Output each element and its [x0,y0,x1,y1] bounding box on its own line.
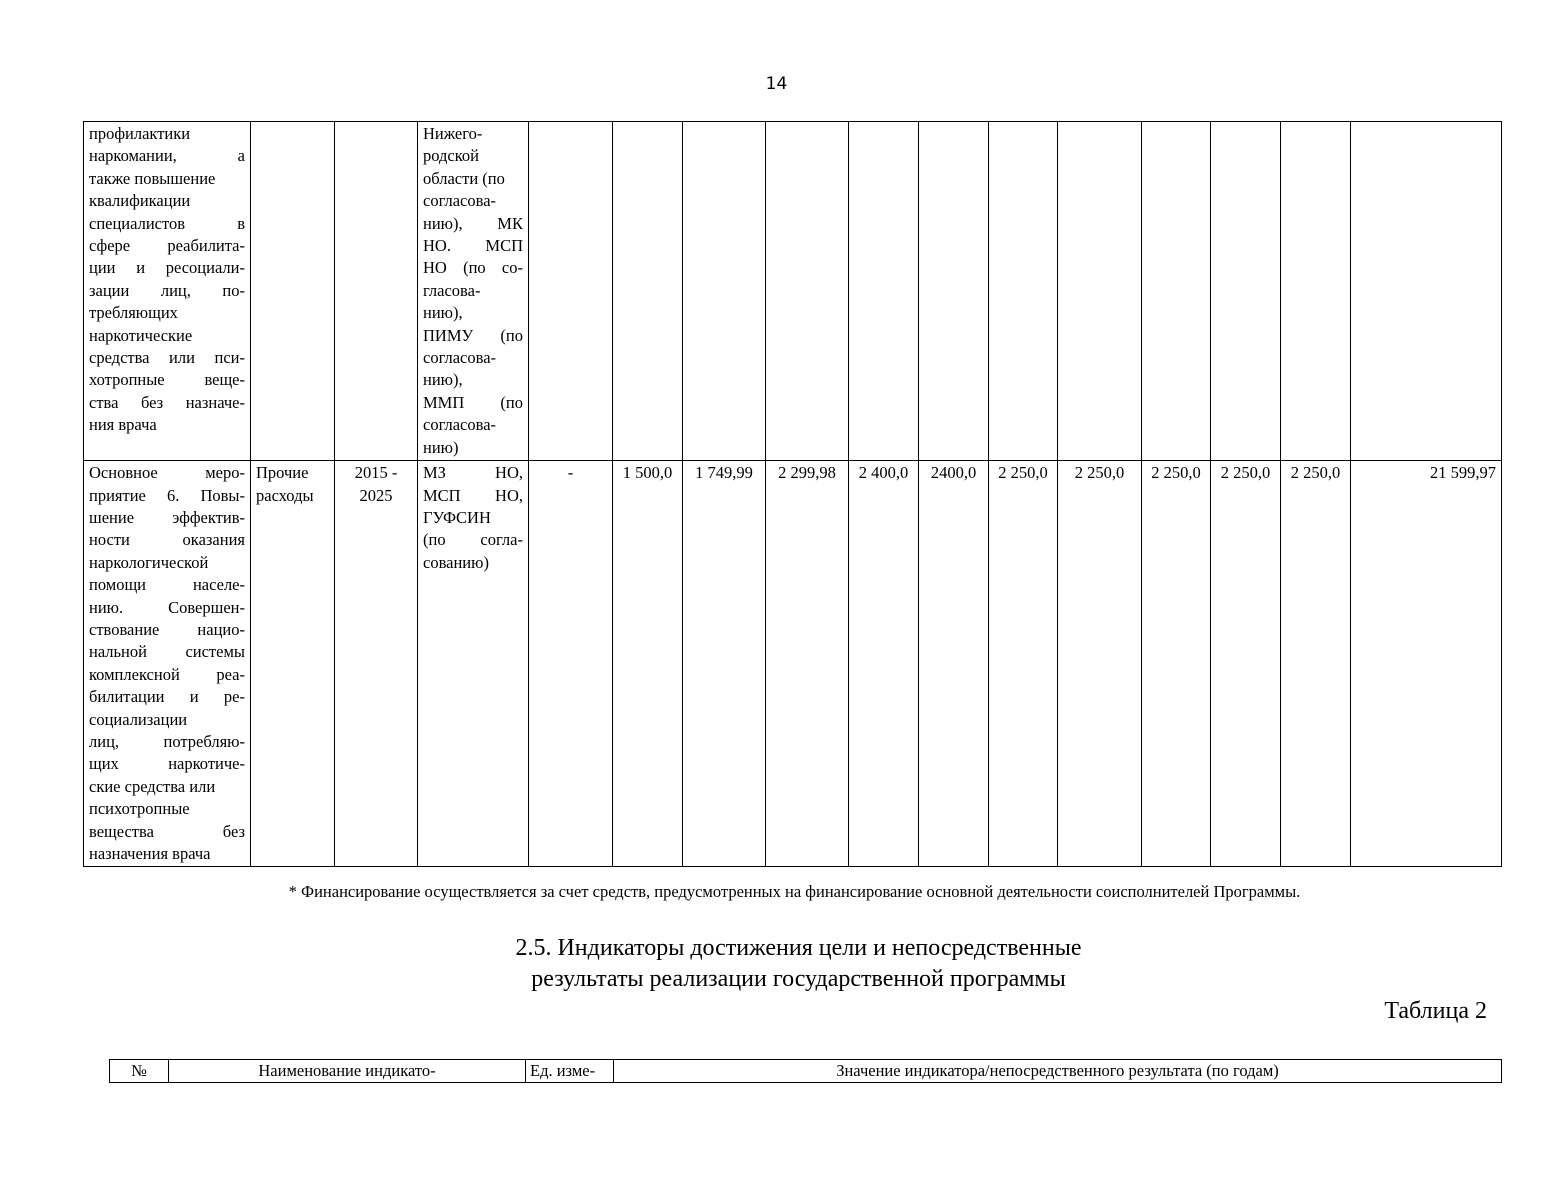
value-cell: 2 299,98 [766,461,849,867]
executors-cell: Нижего- родской области (по согласова- нию), МК НО. МСП НО (по со- гласова- нию), ПИМУ (по согласова- нию), ММП (по согласова- нию) [418,122,529,461]
empty-cell [919,122,989,461]
empty-cell [1211,122,1281,461]
period-cell [335,122,418,461]
period-cell: 2015 - 2025 [335,461,418,867]
total-cell: 21 599,97 [1351,461,1502,867]
category-cell [251,122,335,461]
table-row [84,461,1502,867]
empty-cell [1142,122,1211,461]
header-values: Значение индикатора/непосредственного результата (по годам) [614,1060,1502,1083]
activity-name-cell: профилактики наркомании, а также повышение квалификации специалистов в сфере реабилита- ции и ресоциали- зации лиц, по- требляющих наркотические средства или пси- хотропные веще- ства без назначе- ния врача [84,122,251,461]
value-cell: 1 500,0 [613,461,683,867]
category-cell: Прочие расходы [251,461,335,867]
executors-cell: МЗ НО, МСП НО, ГУФСИН (по согла- сованию) [418,461,529,867]
table-header-row [110,1060,1502,1083]
value-cell: 2 250,0 [989,461,1058,867]
finance-table [83,121,1502,867]
value-cell: 2 250,0 [1211,461,1281,867]
empty-cell [529,122,613,461]
empty-cell [989,122,1058,461]
value-cell: 2 250,0 [1281,461,1351,867]
header-unit: Ед. изме- [526,1060,614,1083]
empty-cell [1351,122,1502,461]
footnote: * Финансирование осуществляется за счет средств, предусмотренных на финансирование основной деятельности соисполнителей Программы. [288,882,1301,901]
header-num: № [110,1060,169,1083]
table-row [84,122,1502,461]
table-label: Таблица 2 [1384,998,1487,1024]
value-cell: 2 400,0 [849,461,919,867]
value-cell: 2400,0 [919,461,989,867]
empty-cell [849,122,919,461]
value-cell: 2 250,0 [1142,461,1211,867]
value-cell: 1 749,99 [683,461,766,867]
section-heading-line: 2.5. Индикаторы достижения цели и непосредственные [515,935,1082,961]
empty-cell [683,122,766,461]
section-heading-line: результаты реализации государственной программы [531,966,1066,992]
value-cell: - [529,461,613,867]
empty-cell [766,122,849,461]
section-heading [0,933,1553,995]
value-cell: 2 250,0 [1058,461,1142,867]
header-name: Наименование индикато- [169,1060,526,1083]
empty-cell [1281,122,1351,461]
empty-cell [613,122,683,461]
empty-cell [1058,122,1142,461]
page-number: 14 [765,74,788,94]
indicators-table [109,1059,1502,1083]
activity-name-cell: Основное меро- приятие 6. Повы- шение эффектив- ности оказания наркологической помощи населе- нию. Совершен- ствование нацио- нальной системы комплексной реа- билитации и ре- социализации лиц, потребляю- щих наркотиче- ские средства или психотропные вещества без назначения врача [84,461,251,867]
